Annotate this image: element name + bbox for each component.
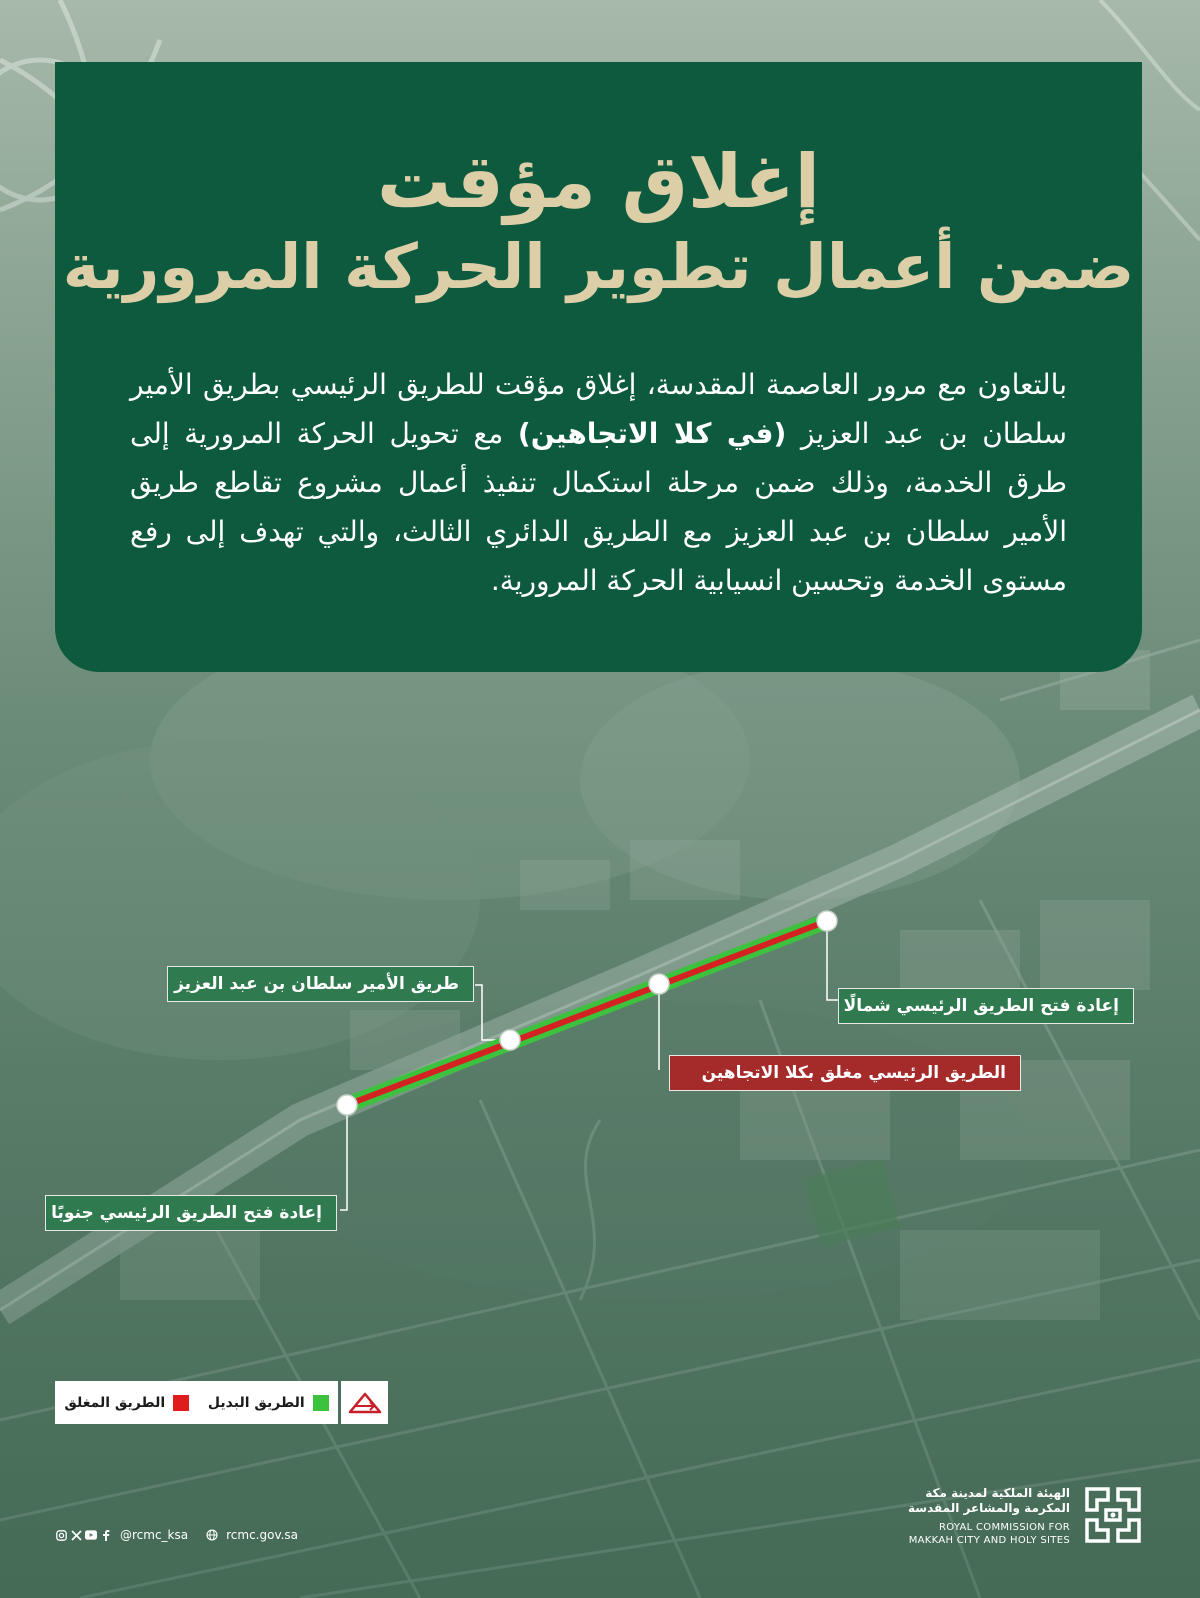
footer-links [55, 1524, 298, 1546]
traffic-logo-icon [341, 1381, 388, 1424]
legend-alternative [208, 1395, 329, 1411]
legend-alternative-label: الطريق البديل [207, 1394, 305, 1411]
point-north [817, 911, 837, 931]
org-name-en-line1: ROYAL COMMISSION FOR [939, 1522, 1070, 1533]
label-closed-both-directions: الطريق الرئيسي مغلق بكلا الاتجاهين [669, 1055, 1021, 1091]
leader-south [340, 1105, 347, 1210]
point-south [337, 1095, 357, 1115]
org-name-ar-line1: الهيئة الملكية لمدينة مكة [925, 1486, 1070, 1500]
body-text-part-1: بالتعاون مع مرور العاصمة المقدسة، إغلاق مؤقت للطريق الرئيسي بطريق الأمير سلطان بن عبد العزيز [130, 368, 1067, 450]
point-road [500, 1030, 520, 1050]
point-closure [649, 974, 669, 994]
facebook-icon[interactable] [100, 1529, 112, 1541]
body-text-bold: (في كلا الاتجاهين) [517, 417, 787, 450]
red-swatch-icon [173, 1395, 189, 1411]
green-swatch-icon [313, 1395, 329, 1411]
globe-icon [206, 1529, 218, 1541]
title-line-1: إغلاق مؤقت [376, 139, 821, 225]
body-text-part-2: مع تحويل الحركة المرورية إلى طرق الخدمة، وذلك ضمن مرحلة استكمال تنفيذ أعمال مشروع تقاطع طريق الأمير سلطان بن عبد العزيز مع الطريق الدائري الثالث، والتي تهدف إلى رفع مستوى الخدمة وتحسين انسيابية الحركة المرورية. [130, 417, 1067, 597]
youtube-icon[interactable] [85, 1529, 97, 1541]
title-line-2: ضمن أعمال تطوير الحركة المرورية [62, 230, 1135, 303]
label-road-name: طريق الأمير سلطان بن عبد العزيز [167, 966, 474, 1002]
social-icons [55, 1529, 112, 1541]
instagram-icon[interactable] [55, 1529, 67, 1541]
org-name-en-line2: MAKKAH CITY AND HOLY SITES [908, 1535, 1070, 1546]
legend-closed [64, 1395, 189, 1411]
label-reopen-north: إعادة فتح الطريق الرئيسي شمالًا [838, 988, 1134, 1024]
website-link[interactable]: rcmc.gov.sa [226, 1528, 299, 1542]
x-icon[interactable] [70, 1529, 82, 1541]
social-handle[interactable]: @rcmc_ksa [120, 1528, 189, 1542]
map-legend [55, 1381, 388, 1424]
legend-items [55, 1381, 338, 1424]
legend-closed-label: الطريق المغلق [64, 1394, 166, 1411]
organization-name [908, 1486, 1070, 1547]
label-reopen-south: إعادة فتح الطريق الرئيسي جنوبًا [45, 1195, 337, 1231]
rcmc-logo-icon [1084, 1486, 1142, 1544]
org-name-ar-line2: المكرمة والمشاعر المقدسة [908, 1501, 1070, 1515]
